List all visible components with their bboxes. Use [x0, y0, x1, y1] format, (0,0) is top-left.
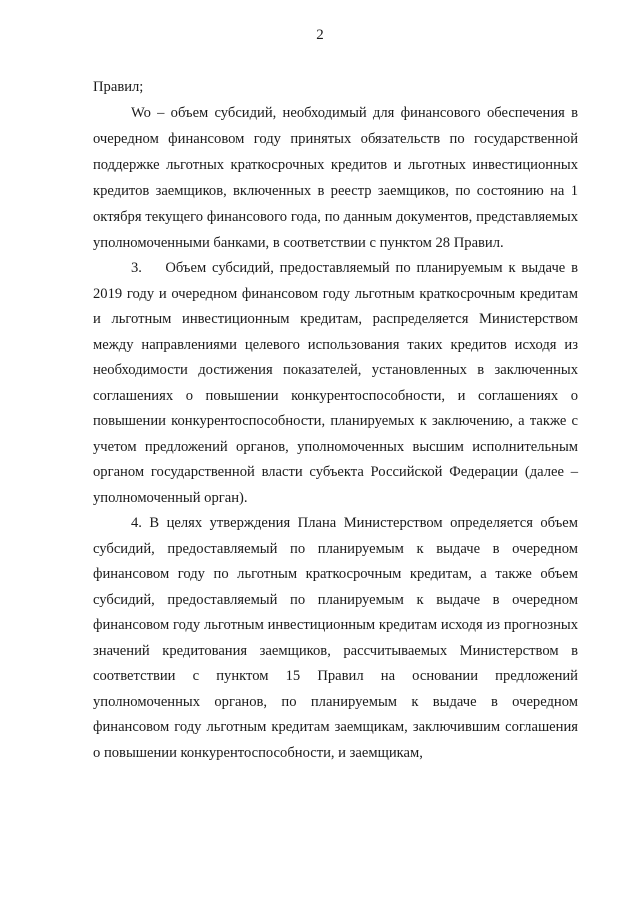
page-number: 2 — [316, 27, 324, 43]
document-body — [93, 74, 578, 766]
paragraph-item-4: 4. В целях утверждения Плана Министерством определяется объем субсидий, предоставляемый по планируемым к выдаче в очередном финансовом году по льготным краткосрочным кредитам, а также объем субсидий, предоставляемый по планируемым к выдаче в очередном финансовом году льготным инвестиционным кредитам исходя из прогнозных значений кредитования заемщиков, рассчитываемых Министерством в соответствии с пунктом 15 Правил на основании предложений уполномоченных органов, по планируемым к выдаче в очередном финансовом году льготным кредитам заемщикам, заключившим соглашения о повышении конкурентоспособности, и заемщикам, — [93, 515, 578, 761]
paragraph-wo-definition: Wo – объем субсидий, необходимый для финансового обеспечения в очередном финансовом году принятых обязательств по государственной поддержке льготных краткосрочных кредитов и льготных инвестиционных кредитов заемщиков, включенных в реестр заемщиков, по состоянию на 1 октября текущего финансового года, по данным документов, представляемых уполномоченными банками, в соответствии с пунктом 28 Правил. — [93, 105, 578, 251]
paragraph-item-3: 3. Объем субсидий, предоставляемый по планируемым к выдаче в 2019 году и очередном финансовом году льготным краткосрочным кредитам и льготным инвестиционным кредитам, распределяется Министерством между направлениями целевого использования таких кредитов исходя из необходимости достижения показателей, установленных в заключенных соглашениях о повышении конкурентоспособности, и соглашениях о повышении конкурентоспособности, планируемых к заключению, а также с учетом предложений органов, уполномоченных высшим исполнительным органом государственной власти субъекта Российской Федерации (далее – уполномоченный орган). — [93, 260, 578, 506]
paragraph-rules-end: Правил; — [93, 79, 144, 95]
